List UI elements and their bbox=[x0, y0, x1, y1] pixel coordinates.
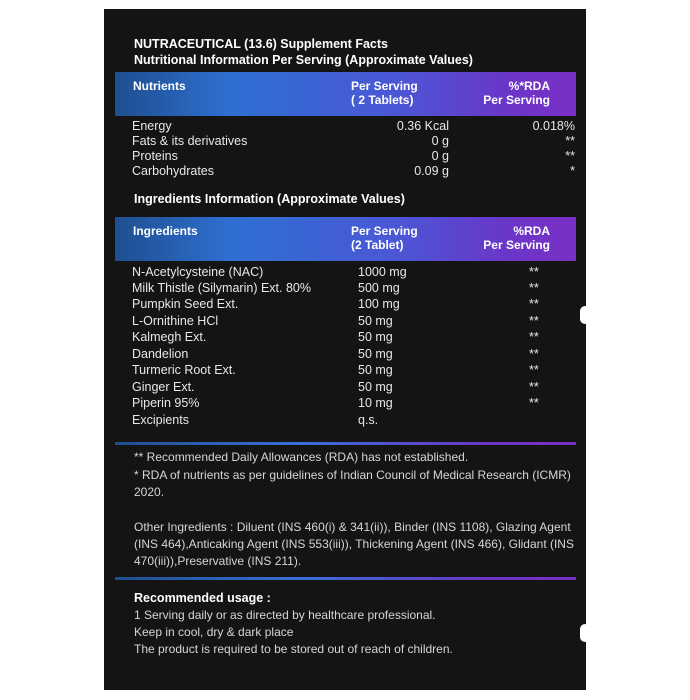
nutrient-name: Energy bbox=[132, 119, 172, 133]
ingredient-value: 50 mg bbox=[358, 347, 393, 361]
col-ingredients: Ingredients bbox=[133, 224, 198, 238]
ingredient-value: 1000 mg bbox=[358, 265, 407, 279]
ingredient-row bbox=[132, 396, 552, 412]
ingredient-value: 50 mg bbox=[358, 314, 393, 328]
ingredient-name: L-Ornithine HCl bbox=[132, 314, 219, 328]
nutrient-row bbox=[132, 119, 575, 135]
nutrient-value: 0 g bbox=[431, 134, 449, 148]
usage-line: The product is required to be stored out of reach of children. bbox=[134, 642, 453, 656]
col-per-serving-line2: ( 2 Tablets) bbox=[351, 93, 414, 107]
usage-title: Recommended usage : bbox=[134, 591, 271, 605]
usage-line: Keep in cool, dry & dark place bbox=[134, 625, 294, 639]
ingredient-row bbox=[132, 347, 552, 363]
col-rda bbox=[483, 224, 550, 252]
nutrient-rda: ** bbox=[565, 149, 575, 163]
nutrient-name: Proteins bbox=[132, 149, 178, 163]
ingredient-name: Ginger Ext. bbox=[132, 380, 195, 394]
ingredient-rda: ** bbox=[529, 380, 539, 394]
ingredient-value: 50 mg bbox=[358, 330, 393, 344]
nutrient-rda: * bbox=[570, 164, 575, 178]
col-per-serving bbox=[351, 79, 461, 107]
ingredient-row bbox=[132, 413, 552, 429]
ingredient-rda: ** bbox=[529, 396, 539, 410]
ingredient-name: N-Acetylcysteine (NAC) bbox=[132, 265, 264, 279]
nutrient-rda: ** bbox=[565, 134, 575, 148]
ingredient-value: 50 mg bbox=[358, 363, 393, 377]
ingredient-row bbox=[132, 363, 552, 379]
nutrient-name: Fats & its derivatives bbox=[132, 134, 248, 148]
col-rda-line1: %RDA bbox=[513, 224, 550, 238]
ingredient-value: 500 mg bbox=[358, 281, 400, 295]
ingredient-row bbox=[132, 380, 552, 396]
ingredient-name: Turmeric Root Ext. bbox=[132, 363, 236, 377]
ingredient-row bbox=[132, 330, 552, 346]
col-rda bbox=[483, 79, 550, 107]
ingredient-name: Milk Thistle (Silymarin) Ext. 80% bbox=[132, 281, 311, 295]
col-rda-line2: Per Serving bbox=[483, 93, 550, 107]
usage-line: 1 Serving daily or as directed by healthcare professional. bbox=[134, 608, 436, 622]
ingredient-rda: ** bbox=[529, 314, 539, 328]
section-divider bbox=[115, 442, 576, 445]
nutrient-row bbox=[132, 149, 575, 165]
ingredient-row bbox=[132, 265, 552, 281]
col-rda-line1: %*RDA bbox=[508, 79, 550, 93]
col-nutrients: Nutrients bbox=[133, 79, 186, 93]
other-ingredients-note: Other Ingredients : Diluent (INS 460(i) & 341(ii)), Binder (INS 1108), Glazing Agent (INS 464),Anticaking Agent (INS 553(iii)), Thickening Agent (INS 466), Glidant (INS 470(iii)),Preservative (INS 211). bbox=[134, 520, 574, 568]
ingredient-rda: ** bbox=[529, 281, 539, 295]
ingredient-value: 50 mg bbox=[358, 380, 393, 394]
ingredient-name: Dandelion bbox=[132, 347, 189, 361]
ingredient-name: Kalmegh Ext. bbox=[132, 330, 207, 344]
rda-guidelines-note: * RDA of nutrients as per guidelines of Indian Council of Medical Research (ICMR) 2020. bbox=[134, 468, 571, 499]
col-per-serving-line1: Per Serving bbox=[351, 79, 418, 93]
col-per-serving-line2: (2 Tablet) bbox=[351, 238, 404, 252]
ingredient-value: 10 mg bbox=[358, 396, 393, 410]
ingredient-rda: ** bbox=[529, 363, 539, 377]
supplement-facts-panel bbox=[104, 9, 586, 690]
nutrients-table-header bbox=[115, 72, 576, 116]
nutrient-row bbox=[132, 134, 575, 150]
nutrient-row bbox=[132, 164, 575, 180]
ingredient-row bbox=[132, 281, 552, 297]
nutrient-name: Carbohydrates bbox=[132, 164, 214, 178]
edge-decoration bbox=[580, 306, 590, 324]
ingredient-row bbox=[132, 314, 552, 330]
nutrient-rda: 0.018% bbox=[532, 119, 575, 133]
ingredient-rda: ** bbox=[529, 330, 539, 344]
col-per-serving bbox=[351, 224, 461, 252]
ingredient-value: q.s. bbox=[358, 413, 379, 427]
nutrient-value: 0 g bbox=[431, 149, 449, 163]
ingredient-name: Piperin 95% bbox=[132, 396, 200, 410]
nutrient-value: 0.09 g bbox=[414, 164, 449, 178]
ingredient-value: 100 mg bbox=[358, 297, 400, 311]
ingredients-table-header bbox=[115, 217, 576, 261]
rda-not-established-note: ** Recommended Daily Allowances (RDA) has not established. bbox=[134, 450, 469, 464]
nutrient-value: 0.36 Kcal bbox=[396, 119, 449, 133]
panel-subtitle: Nutritional Information Per Serving (Approximate Values) bbox=[134, 53, 473, 67]
col-rda-line2: Per Serving bbox=[483, 238, 550, 252]
ingredient-name: Pumpkin Seed Ext. bbox=[132, 297, 239, 311]
ingredient-name: Excipients bbox=[132, 413, 189, 427]
section-divider bbox=[115, 577, 576, 580]
edge-decoration bbox=[580, 624, 590, 642]
panel-title: NUTRACEUTICAL (13.6) Supplement Facts bbox=[134, 37, 388, 51]
col-per-serving-line1: Per Serving bbox=[351, 224, 418, 238]
ingredient-rda: ** bbox=[529, 265, 539, 279]
ingredients-heading: Ingredients Information (Approximate Values) bbox=[134, 192, 405, 206]
ingredient-rda: ** bbox=[529, 347, 539, 361]
ingredient-rda: ** bbox=[529, 297, 539, 311]
ingredient-row bbox=[132, 297, 552, 313]
